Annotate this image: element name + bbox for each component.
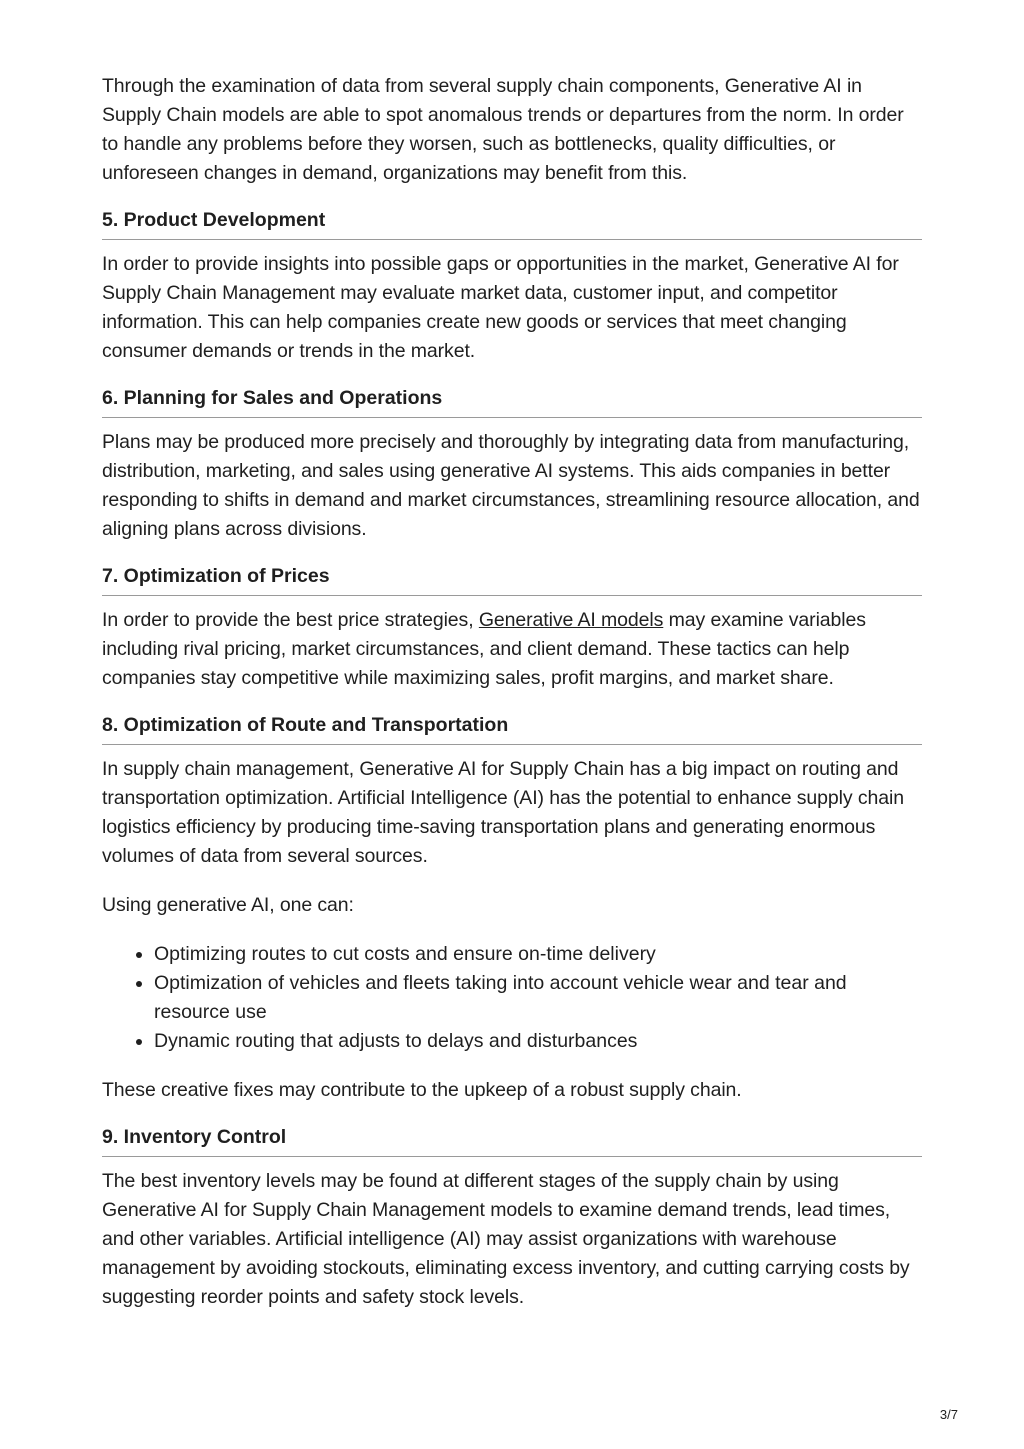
generative-ai-models-link[interactable]: Generative AI models: [478, 609, 664, 631]
section-heading: 9. Inventory Control: [102, 1125, 922, 1157]
section-inventory-control: [102, 1125, 922, 1312]
paragraph-text-after-link: may examine variables including rival pricing, market circumstances, and client demand. These tactics can help companies stay competitive while maximizing sales, profit margins, and market share.: [102, 609, 866, 689]
document-page: [102, 72, 922, 1332]
list-item: • Dynamic routing that adjusts to delays and disturbances: [154, 1027, 922, 1056]
section-sales-operations-planning: [102, 386, 922, 544]
closing-paragraph: These creative fixes may contribute to the upkeep of a robust supply chain.: [102, 1079, 742, 1101]
section-paragraph: The best inventory levels may be found at different stages of the supply chain by using Generative AI for Supply Chain Management models to examine demand trends, lead times, and other variables. Artificial intelligence (AI) may assist organizations with warehouse management by avoiding stockouts, eliminating excess inventory, and cutting carrying costs by suggesting reorder points and safety stock levels.: [102, 1170, 910, 1308]
paragraph-text-before-link: In order to provide the best price strategies,: [102, 609, 479, 631]
section-paragraph: In supply chain management, Generative AI for Supply Chain has a big impact on routing and transportation optimization. Artificial Intelligence (AI) has the potential to enhance supply chain logistics efficiency by producing time-saving transportation plans and generating enormous volumes of data from several sources.: [102, 758, 904, 867]
intro-paragraph: Through the examination of data from several supply chain components, Generative AI in Supply Chain models are able to spot anomalous trends or departures from the norm. In order to handle any problems before they worsen, such as bottlenecks, quality difficulties, or unforeseen changes in demand, organizations may benefit from this.: [102, 75, 904, 184]
section-heading: 6. Planning for Sales and Operations: [102, 386, 922, 418]
bullet-lead-in: Using generative AI, one can:: [102, 894, 354, 916]
section-price-optimization: [102, 564, 922, 693]
section-paragraph: Plans may be produced more precisely and thoroughly by integrating data from manufacturing, distribution, marketing, and sales using generative AI systems. This aids companies in better responding to shifts in demand and market circumstances, streamlining resource allocation, and aligning plans across divisions.: [102, 431, 920, 540]
section-paragraph: In order to provide insights into possible gaps or opportunities in the market, Generative AI for Supply Chain Management may evaluate market data, customer input, and competitor information. This can help companies create new goods or services that meet changing consumer demands or trends in the market.: [102, 253, 899, 362]
section-paragraph: [102, 606, 922, 693]
list-item: • Optimizing routes to cut costs and ensure on-time delivery: [154, 940, 922, 969]
section-heading: 5. Product Development: [102, 208, 922, 240]
section-heading: 8. Optimization of Route and Transportation: [102, 713, 922, 745]
page-number: 3/7: [939, 1407, 958, 1422]
bullet-list: [102, 940, 922, 1056]
section-route-transportation: [102, 713, 922, 1105]
section-heading: 7. Optimization of Prices: [102, 564, 922, 596]
list-item: • Optimization of vehicles and fleets taking into account vehicle wear and tear and resource use: [154, 969, 922, 1027]
section-product-development: [102, 208, 922, 366]
